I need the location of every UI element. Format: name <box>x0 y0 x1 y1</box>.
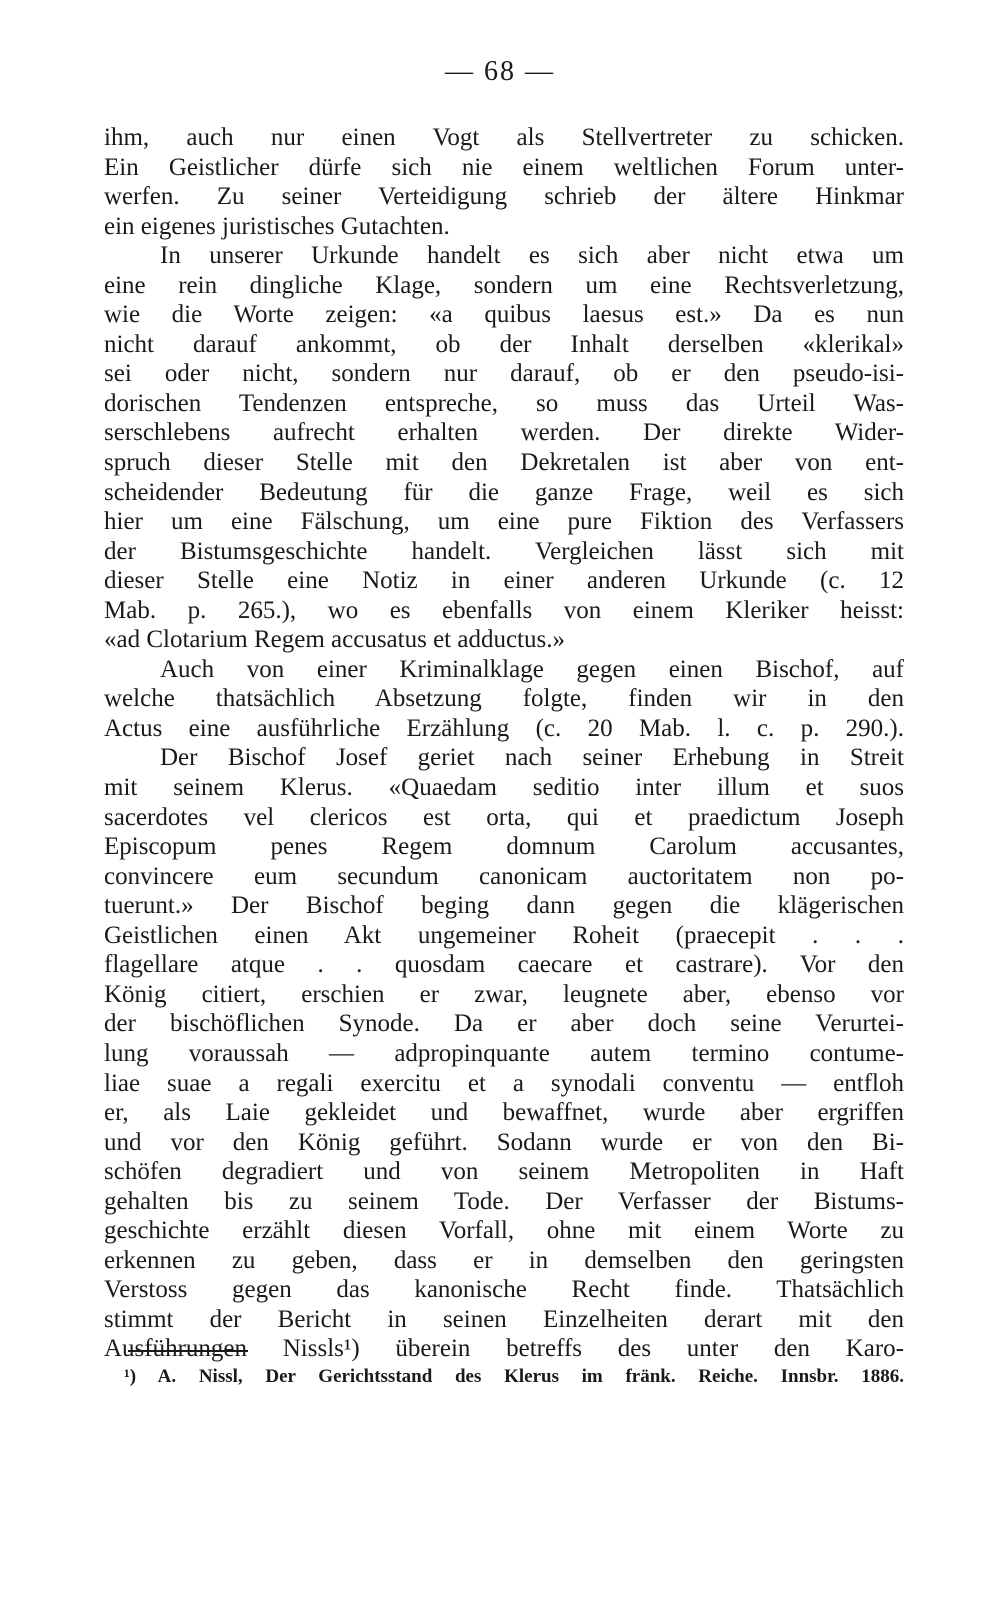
text-line: spruch dieser Stelle mit den Dekretalen ist aber von ent- <box>104 449 904 477</box>
text-line: «ad Clotarium Regem accusatus et adductus.» <box>104 626 565 654</box>
text-line: er, als Laie gekleidet und bewaffnet, wurde aber ergriffen <box>104 1099 904 1127</box>
text-line: Ausführungen Nissls¹) überein betreffs des unter den Karo- <box>104 1335 904 1363</box>
text-line: lung voraussah — adpropinquante autem termino contume- <box>104 1039 904 1067</box>
footnote-divider <box>128 1350 248 1352</box>
page-number: — 68 — <box>445 56 555 87</box>
text-line: geschichte erzählt diesen Vorfall, ohne mit einem Worte zu <box>104 1217 904 1245</box>
text-line: Actus eine ausführliche Erzählung (c. 20 Mab. l. c. p. 290.). <box>104 714 904 742</box>
text-line: dorischen Tendenzen entspreche, so muss das Urteil Was- <box>104 389 904 417</box>
text-line: eine rein dingliche Klage, sondern um eine Rechtsverletzung, <box>104 271 904 299</box>
text-line: hier um eine Fälschung, um eine pure Fiktion des Verfassers <box>104 508 904 536</box>
text-line: der Bistumsgeschichte handelt. Vergleichen lässt sich mit <box>104 537 904 565</box>
body-text <box>104 123 904 1364</box>
text-line: Der Bischof Josef geriet nach seiner Erhebung in Streit <box>160 744 904 772</box>
text-line: schöfen degradiert und von seinem Metropoliten in Haft <box>104 1158 904 1186</box>
text-line: sacerdotes vel clericos est orta, qui et praedictum Joseph <box>104 803 904 831</box>
text-line: serschlebens aufrecht erhalten werden. Der direkte Wider- <box>104 419 904 447</box>
text-line: erkennen zu geben, dass er in demselben den geringsten <box>104 1246 904 1274</box>
text-line: gehalten bis zu seinem Tode. Der Verfasser der Bistums- <box>104 1187 904 1215</box>
text-line: sei oder nicht, sondern nur darauf, ob er den pseudo-isi- <box>104 360 904 388</box>
text-line: König citiert, erschien er zwar, leugnete aber, ebenso vor <box>104 980 904 1008</box>
text-line: Episcopum penes Regem domnum Carolum accusantes, <box>104 833 904 861</box>
text-line: der bischöflichen Synode. Da er aber doch seine Verurtei- <box>104 1010 904 1038</box>
footnote: ¹) A. Nissl, Der Gerichtsstand des Klerus im fränk. Reiche. Innsbr. 1886. <box>124 1366 904 1387</box>
text-line: Verstoss gegen das kanonische Recht finde. Thatsächlich <box>104 1276 904 1304</box>
text-line: stimmt der Bericht in seinen Einzelheiten derart mit den <box>104 1305 904 1333</box>
text-line: ihm, auch nur einen Vogt als Stellvertreter zu schicken. <box>104 124 904 151</box>
text-line: scheidender Bedeutung für die ganze Frage, weil es sich <box>104 478 904 506</box>
text-line: ein eigenes juristisches Gutachten. <box>104 212 450 240</box>
text-line: Auch von einer Kriminalklage gegen einen Bischof, auf <box>160 655 904 683</box>
text-line: wie die Worte zeigen: «a quibus laesus est.» Da es nun <box>104 301 904 329</box>
text-line: In unserer Urkunde handelt es sich aber nicht etwa um <box>160 242 904 270</box>
text-line: nicht darauf ankommt, ob der Inhalt derselben «klerikal» <box>104 330 904 358</box>
text-line: Geistlichen einen Akt ungemeiner Roheit (praecepit . . . <box>104 921 904 949</box>
text-line: mit seinem Klerus. «Quaedam seditio inter illum et suos <box>104 774 904 802</box>
text-line: Mab. p. 265.), wo es ebenfalls von einem Kleriker heisst: <box>104 596 904 624</box>
text-line: welche thatsächlich Absetzung folgte, finden wir in den <box>104 685 904 713</box>
text-line: liae suae a regali exercitu et a synodali conventu — entfloh <box>104 1069 904 1097</box>
text-line: werfen. Zu seiner Verteidigung schrieb der ältere Hinkmar <box>104 183 904 211</box>
text-line: tuerunt.» Der Bischof beging dann gegen die klägerischen <box>104 892 904 920</box>
text-line: flagellare atque . . quosdam caecare et castrare). Vor den <box>104 951 904 979</box>
text-line: convincere eum secundum canonicam auctoritatem non po- <box>104 862 904 890</box>
text-line: Ein Geistlicher dürfe sich nie einem weltlichen Forum unter- <box>104 153 904 181</box>
text-line: dieser Stelle eine Notiz in einer anderen Urkunde (c. 12 <box>104 567 904 595</box>
text-line: und vor den König geführt. Sodann wurde er von den Bi- <box>104 1128 904 1156</box>
